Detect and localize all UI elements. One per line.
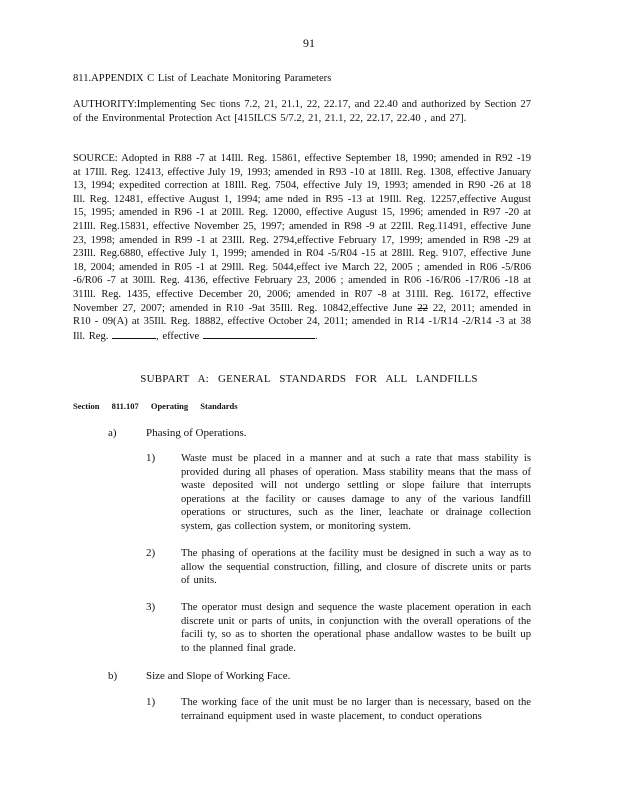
- subitem-text: The working face of the unit must be no larger than is necessary, based on the terrainand equipment used in waste placement, to conduct operations: [181, 697, 531, 722]
- item-title-size-slope: Size and Slope of Working Face.: [146, 670, 291, 682]
- appendix-heading: 811.APPENDIX C List of Leachate Monitoring Parameters: [73, 73, 332, 84]
- source-text-3: , effective: [156, 330, 203, 342]
- subitem-number: 3): [146, 601, 156, 613]
- item-marker-a: a): [108, 427, 117, 439]
- page-number: 91: [303, 36, 315, 50]
- subitem-number: 2): [146, 547, 156, 559]
- authority-paragraph: AUTHORITY:Implementing Sec tions 7.2, 21, 21.1, 22, 22.17, and 22.40 and authorized by Section 27 of the Environmental Protection Act [415ILCS 5/7.2, 21, 21.1, 22, 22.17, 22.40 , and 27].: [73, 99, 531, 124]
- item-marker-b: b): [108, 670, 118, 682]
- subitem-text: The operator must design and sequence the waste placement operation in each discrete unit or parts of units, in conjunction with the overall operations of the facili ty, so as to shorten the operational phase andallow wastes to be built up to the planned final grade.: [181, 602, 531, 654]
- subitem-number: 1): [146, 452, 156, 464]
- source-text: SOURCE: Adopted in R88 -7 at 14Ill. Reg. 15861, effective September 18, 1990; amended in R92 -19 at 17Ill. Reg. 12413, effective July 19, 1993; amended in R93 -10 at 18Ill. Reg. 1308, effective January 13, 1994; expedited correction at 18Ill. Reg. 7504, effective July 19, 1993; amended in R90 -26 at 18 Ill. Reg. 12481, effective August 1, 1994; ame nded in R95 -13 at 19Ill. Reg. 12257,effective August 15, 1995; amended in R96 -1 at 20Ill. Reg. 12000, effective August 15, 1996; amended in R97 -20 at 21Ill. Reg.15831, effective November 25, 1997; amended in R98 -9 at 22Ill. Reg.11491, effective June 23, 1998; amended in R99 -1 at 23Ill. Reg. 2794,effective February 17, 1999; amended in R98 -29 at 23Ill. Reg.6880, effective July 1, 1999; amended in R04 -5/R04 -15 at 28Ill. Reg. 9107, effective June 18, 2004; amended in R05 -1 at 29Ill. Reg. 5044,effect ive March 22, 2005 ; amended in R06 -5/R06 -6/R06 -7 at 30Ill. Reg. 4136, effective February 23, 2006 ; amended in R06 -16/R06 -17/R06 -18 at 31Ill. Reg. 1435, effective December 20, 2006; amended in R07 -8 at 31Ill. Reg. 16172, effective November 27, 2007; amended in R10 -9at 35Ill. Reg. 10842,effective June: [73, 153, 531, 314]
- item-title-phasing: Phasing of Operations.: [146, 427, 247, 439]
- source-text-2: 22, 2011; amended in R10 - 09(A) at 35Ill. Reg. 18882, effective October 24, 2011; amended in R14 -1/R14 -2/R14 -3 at 38 Ill. Reg.: [73, 302, 531, 342]
- blank-reg-number: [112, 329, 156, 339]
- struck-text: 22: [417, 302, 428, 314]
- section-heading: Section 811.107 Operating Standards: [73, 401, 238, 411]
- subitem-text: The phasing of operations at the facility must be designed in such a way as to allow the sequential construction, filling, and closure of discrete units or parts of units.: [181, 548, 531, 587]
- subitem-text: Waste must be placed in a manner and at such a rate that mass stability is provided during all phases of operation. Mass stability means that the mass of waste deposited will not undergo settling or slope failure that interrupts operations at the facility or causes damage to any of the various landfill operations or structures, such as the liner, leachate or drainage collection system, gas collection system, or monitoring system.: [181, 453, 531, 532]
- source-end: .: [314, 330, 318, 342]
- source-paragraph: [73, 152, 531, 343]
- blank-effective-date: [203, 329, 315, 339]
- subitem-number: 1): [146, 696, 156, 708]
- subpart-heading: SUBPART A: GENERAL STANDARDS FOR ALL LANDFILLS: [140, 373, 478, 385]
